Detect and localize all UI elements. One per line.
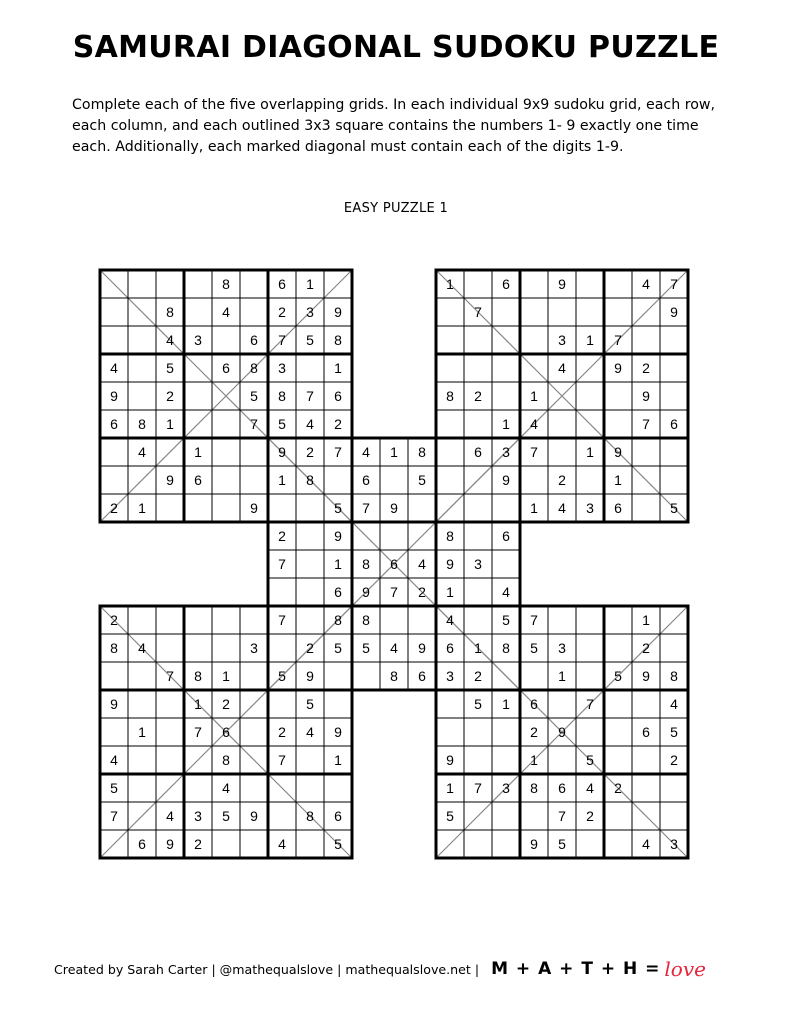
cell-digit: 4 — [390, 640, 398, 656]
cell-digit: 1 — [138, 724, 146, 740]
cell-digit: 1 — [530, 752, 538, 768]
cell-digit: 2 — [334, 416, 342, 432]
cell-digit: 2 — [558, 472, 566, 488]
cell-digit: 6 — [670, 416, 678, 432]
cell-digit: 3 — [446, 668, 454, 684]
cell-digit: 7 — [558, 808, 566, 824]
cell-digit: 9 — [250, 500, 258, 516]
cell-digit: 6 — [222, 360, 230, 376]
cell-digit: 1 — [334, 752, 342, 768]
cell-digit: 2 — [586, 808, 594, 824]
cell-digit: 3 — [586, 500, 594, 516]
cell-digit: 6 — [278, 276, 286, 292]
cell-digit: 1 — [446, 780, 454, 796]
cell-digit: 4 — [222, 304, 230, 320]
cell-digit: 3 — [558, 332, 566, 348]
cell-digit: 2 — [474, 668, 482, 684]
cell-digit: 2 — [110, 612, 118, 628]
cell-digit: 7 — [586, 696, 594, 712]
cell-digit: 4 — [222, 780, 230, 796]
cell-digit: 7 — [194, 724, 202, 740]
cell-digit: 3 — [558, 640, 566, 656]
cell-digit: 6 — [418, 668, 426, 684]
cell-digit: 4 — [642, 276, 650, 292]
cell-digit: 1 — [334, 556, 342, 572]
cell-digit: 5 — [166, 360, 174, 376]
cell-digit: 9 — [614, 444, 622, 460]
cell-digit: 9 — [558, 276, 566, 292]
cell-digit: 6 — [390, 556, 398, 572]
cell-digit: 9 — [502, 472, 510, 488]
cell-digit: 8 — [362, 612, 370, 628]
cell-digit: 9 — [558, 724, 566, 740]
cell-digit: 5 — [278, 416, 286, 432]
cell-digit: 6 — [530, 696, 538, 712]
cell-digit: 9 — [334, 528, 342, 544]
cell-digit: 9 — [306, 668, 314, 684]
cell-digit: 2 — [110, 500, 118, 516]
cell-digit: 5 — [670, 724, 678, 740]
cell-digit: 6 — [614, 500, 622, 516]
cell-digit: 8 — [446, 388, 454, 404]
brand-logo-love: love — [664, 957, 706, 981]
cell-digit: 7 — [614, 332, 622, 348]
cell-digit: 6 — [362, 472, 370, 488]
cell-digit: 5 — [306, 696, 314, 712]
cell-digit: 5 — [334, 640, 342, 656]
cell-digit: 1 — [586, 444, 594, 460]
cell-digit: 9 — [530, 836, 538, 852]
cell-digit: 6 — [334, 388, 342, 404]
cell-digit: 8 — [222, 752, 230, 768]
cell-digit: 7 — [530, 444, 538, 460]
cell-digit: 9 — [446, 556, 454, 572]
cell-digit: 3 — [194, 332, 202, 348]
cell-digit: 6 — [558, 780, 566, 796]
cell-digit: 2 — [278, 528, 286, 544]
cell-digit: 4 — [558, 500, 566, 516]
cell-digit: 9 — [670, 304, 678, 320]
cell-digit: 2 — [530, 724, 538, 740]
cell-digit: 8 — [110, 640, 118, 656]
cell-digit: 7 — [362, 500, 370, 516]
cell-digit: 5 — [334, 500, 342, 516]
cell-digit: 8 — [390, 668, 398, 684]
cell-digit: 4 — [642, 836, 650, 852]
cell-digit: 2 — [194, 836, 202, 852]
cell-digit: 7 — [670, 276, 678, 292]
cell-digit: 5 — [306, 332, 314, 348]
cell-digit: 1 — [530, 388, 538, 404]
cell-digit: 4 — [306, 724, 314, 740]
cell-digit: 9 — [642, 388, 650, 404]
cell-digit: 7 — [278, 556, 286, 572]
cell-digit: 9 — [390, 500, 398, 516]
cell-digit: 7 — [642, 416, 650, 432]
cell-digit: 9 — [250, 808, 258, 824]
cell-digit: 4 — [278, 836, 286, 852]
cell-digit: 2 — [222, 696, 230, 712]
cell-digit: 3 — [474, 556, 482, 572]
cell-digit: 1 — [334, 360, 342, 376]
cell-digit: 6 — [474, 444, 482, 460]
cell-digit: 8 — [194, 668, 202, 684]
cell-digit: 5 — [334, 836, 342, 852]
cell-digit: 5 — [502, 612, 510, 628]
cell-digit: 6 — [502, 528, 510, 544]
cell-digit: 7 — [306, 388, 314, 404]
cell-digit: 4 — [586, 780, 594, 796]
cell-digit: 7 — [530, 612, 538, 628]
cell-digit: 3 — [278, 360, 286, 376]
cell-digit: 8 — [530, 780, 538, 796]
cell-digit: 8 — [138, 416, 146, 432]
cell-digit: 1 — [446, 584, 454, 600]
cell-digit: 9 — [362, 584, 370, 600]
cell-digit: 1 — [558, 668, 566, 684]
cell-digit: 2 — [418, 584, 426, 600]
cell-digit: 8 — [306, 472, 314, 488]
cell-digit: 8 — [250, 360, 258, 376]
cell-digit: 5 — [278, 668, 286, 684]
cell-digit: 4 — [558, 360, 566, 376]
cell-digit: 4 — [166, 332, 174, 348]
cell-digit: 9 — [334, 304, 342, 320]
cell-digit: 5 — [250, 388, 258, 404]
cell-digit: 8 — [334, 612, 342, 628]
cell-digit: 2 — [642, 360, 650, 376]
cell-digit: 5 — [446, 808, 454, 824]
cell-digit: 4 — [502, 584, 510, 600]
footer-credit: Created by Sarah Carter | @mathequalslove | mathequalslove.net | — [54, 961, 480, 977]
cell-digit: 4 — [670, 696, 678, 712]
cell-digit: 7 — [110, 808, 118, 824]
cell-digit: 1 — [474, 640, 482, 656]
cell-digit: 6 — [334, 808, 342, 824]
cell-digit: 2 — [306, 444, 314, 460]
cell-digit: 4 — [138, 640, 146, 656]
cell-digit: 9 — [446, 752, 454, 768]
cell-digit: 1 — [446, 276, 454, 292]
cell-digit: 8 — [222, 276, 230, 292]
cell-digit: 4 — [138, 444, 146, 460]
cell-digit: 7 — [474, 780, 482, 796]
cell-digit: 7 — [390, 584, 398, 600]
cell-digit: 7 — [166, 668, 174, 684]
page-title: SAMURAI DIAGONAL SUDOKU PUZZLE — [72, 30, 720, 65]
cell-digit: 5 — [110, 780, 118, 796]
cell-digit: 4 — [110, 360, 118, 376]
cell-digit: 1 — [642, 612, 650, 628]
cell-digit: 7 — [334, 444, 342, 460]
cell-digit: 5 — [474, 696, 482, 712]
cell-digit: 6 — [222, 724, 230, 740]
cell-digit: 1 — [166, 416, 174, 432]
cell-digit: 7 — [250, 416, 258, 432]
cell-digit: 2 — [278, 304, 286, 320]
cell-digit: 6 — [642, 724, 650, 740]
cell-digit: 2 — [670, 752, 678, 768]
brand-logo: M + A + T + H = — [491, 959, 661, 979]
cell-digit: 8 — [362, 556, 370, 572]
cell-digit: 5 — [670, 500, 678, 516]
cell-digit: 6 — [502, 276, 510, 292]
cell-digit: 1 — [194, 444, 202, 460]
cell-digit: 6 — [194, 472, 202, 488]
cell-digit: 2 — [306, 640, 314, 656]
cell-digit: 4 — [166, 808, 174, 824]
cell-digit: 9 — [614, 360, 622, 376]
cell-digit: 2 — [474, 388, 482, 404]
cell-digit: 4 — [418, 556, 426, 572]
cell-digit: 1 — [502, 416, 510, 432]
cell-digit: 6 — [446, 640, 454, 656]
cell-digit: 7 — [278, 752, 286, 768]
cell-digit: 3 — [670, 836, 678, 852]
footer — [54, 958, 706, 980]
cell-digit: 4 — [530, 416, 538, 432]
cell-digit: 9 — [110, 388, 118, 404]
cell-digit: 6 — [110, 416, 118, 432]
cell-digit: 9 — [110, 696, 118, 712]
cell-digit: 9 — [334, 724, 342, 740]
cell-digit: 4 — [362, 444, 370, 460]
cell-digit: 2 — [278, 724, 286, 740]
cell-digit: 1 — [194, 696, 202, 712]
cell-digit: 3 — [502, 780, 510, 796]
cell-digit: 8 — [278, 388, 286, 404]
cell-digit: 5 — [586, 752, 594, 768]
cell-digit: 8 — [502, 640, 510, 656]
cell-digit: 1 — [306, 276, 314, 292]
cell-digit: 1 — [278, 472, 286, 488]
cell-digit: 8 — [334, 332, 342, 348]
cell-digit: 5 — [362, 640, 370, 656]
cell-digit: 5 — [530, 640, 538, 656]
cell-digit: 4 — [110, 752, 118, 768]
cell-digit: 7 — [278, 612, 286, 628]
cell-digit: 1 — [530, 500, 538, 516]
cell-digit: 2 — [642, 640, 650, 656]
cell-digit: 4 — [306, 416, 314, 432]
cell-digit: 9 — [166, 472, 174, 488]
cell-digit: 8 — [670, 668, 678, 684]
cell-digit: 5 — [558, 836, 566, 852]
cell-digit: 4 — [446, 612, 454, 628]
cell-digit: 5 — [418, 472, 426, 488]
cell-digit: 3 — [250, 640, 258, 656]
cell-digit: 9 — [642, 668, 650, 684]
cell-digit: 1 — [614, 472, 622, 488]
cell-digit: 9 — [278, 444, 286, 460]
cell-digit: 1 — [502, 696, 510, 712]
cell-digit: 3 — [194, 808, 202, 824]
cell-digit: 1 — [138, 500, 146, 516]
cell-digit: 9 — [418, 640, 426, 656]
cell-digit: 3 — [306, 304, 314, 320]
cell-digit: 6 — [334, 584, 342, 600]
cell-digit: 8 — [306, 808, 314, 824]
cell-digit: 5 — [614, 668, 622, 684]
cell-digit: 8 — [418, 444, 426, 460]
cell-digit: 7 — [474, 304, 482, 320]
cell-digit: 2 — [614, 780, 622, 796]
cell-digit: 3 — [502, 444, 510, 460]
cell-digit: 1 — [586, 332, 594, 348]
cell-digit: 7 — [278, 332, 286, 348]
cell-digit: 2 — [166, 388, 174, 404]
cell-digit: 6 — [250, 332, 258, 348]
instructions-text: Complete each of the five overlapping grids. In each individual 9x9 sudoku grid, each row, each column, and each outlined 3x3 square contains the numbers 1- 9 exactly one time each. Additionally, each marked diagonal must contain each of the digits 1-9. — [72, 97, 716, 155]
cell-digit: 6 — [138, 836, 146, 852]
cell-digit: 8 — [166, 304, 174, 320]
cell-digit: 8 — [446, 528, 454, 544]
puzzle-subtitle: EASY PUZZLE 1 — [343, 201, 449, 216]
cell-digit: 1 — [222, 668, 230, 684]
cell-digit: 1 — [390, 444, 398, 460]
cell-digit: 9 — [166, 836, 174, 852]
cell-digit: 5 — [222, 808, 230, 824]
